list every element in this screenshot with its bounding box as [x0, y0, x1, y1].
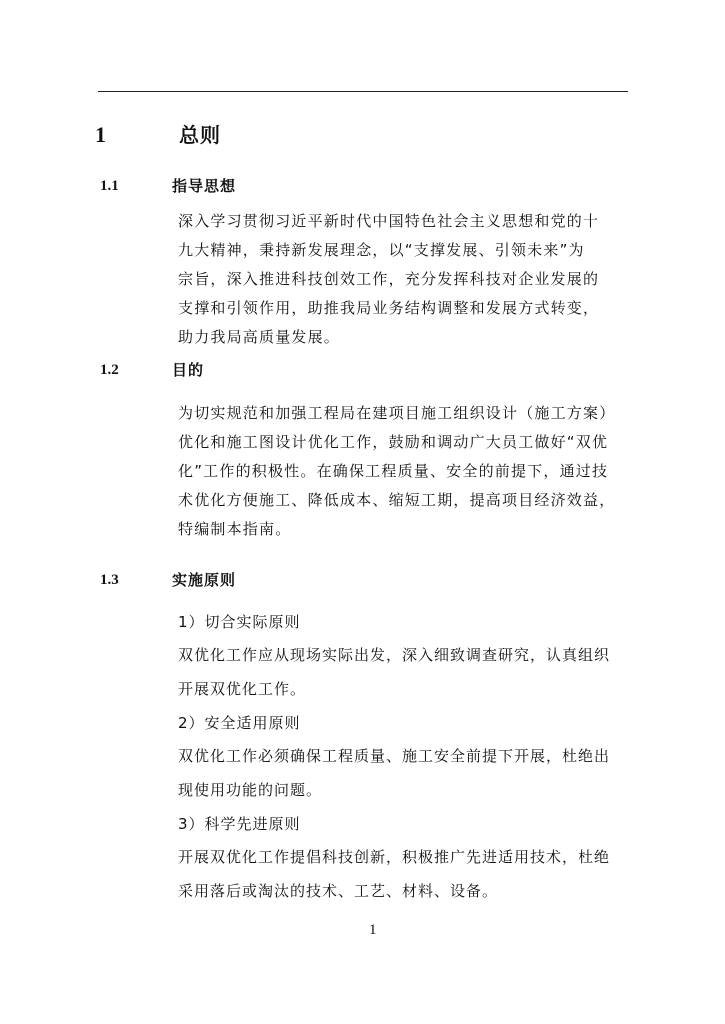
section-title: 目的 [172, 361, 205, 379]
text-line: 开展双优化工作提倡科技创新，积极推广先进适用技术，杜绝 [178, 848, 611, 866]
text-line: 为切实规范和加强工程局在建项目施工组织设计（施工方案） [178, 404, 616, 422]
text-line: 特编制本指南。 [178, 520, 292, 538]
header-rule [98, 91, 628, 92]
paragraph-purpose [178, 399, 630, 544]
chapter-title: 总则 [179, 123, 221, 147]
text-line: 宗旨，深入推进科技创效工作，充分发挥科技对企业发展的 [178, 270, 600, 288]
text-line: 助力我局高质量发展。 [178, 328, 341, 346]
text-line: 化”工作的积极性。在确保工程质量、安全的前提下，通过技 [178, 462, 609, 480]
principle-label: 2）安全适用原则 [178, 714, 301, 732]
text-line: 支撑和引领作用，助推我局业务结构调整和发展方式转变， [178, 299, 600, 317]
text-line: 双优化工作应从现场实际出发，深入细致调查研究，认真组织 [178, 646, 611, 664]
principle-label: 1）切合实际原则 [178, 613, 301, 631]
paragraph-guiding-ideology [178, 207, 630, 352]
principle-label: 3）科学先进原则 [178, 815, 301, 833]
section-number: 1.2 [100, 362, 119, 378]
section-number: 1.1 [100, 178, 119, 194]
section-number: 1.3 [100, 572, 119, 588]
section-title: 指导思想 [172, 177, 237, 195]
text-line: 优化和施工图设计优化工作，鼓励和调动广大员工做好“双优 [178, 433, 609, 451]
text-line: 双优化工作必须确保工程质量、施工安全前提下开展，杜绝出 [178, 747, 611, 765]
text-line: 术优化方便施工、降低成本、缩短工期，提高项目经济效益， [178, 491, 616, 509]
text-line: 九大精神，秉持新发展理念，以“支撑发展、引领未来”为 [178, 241, 585, 259]
section-title: 实施原则 [172, 571, 237, 589]
text-line: 深入学习贯彻习近平新时代中国特色社会主义思想和党的十 [178, 212, 600, 230]
chapter-number: 1 [95, 122, 106, 147]
text-line: 现使用功能的问题。 [178, 781, 323, 799]
text-line: 采用落后或淘汰的技术、工艺、材料、设备。 [178, 882, 499, 900]
page-number: 1 [369, 922, 377, 938]
text-line: 开展双优化工作。 [178, 680, 307, 698]
